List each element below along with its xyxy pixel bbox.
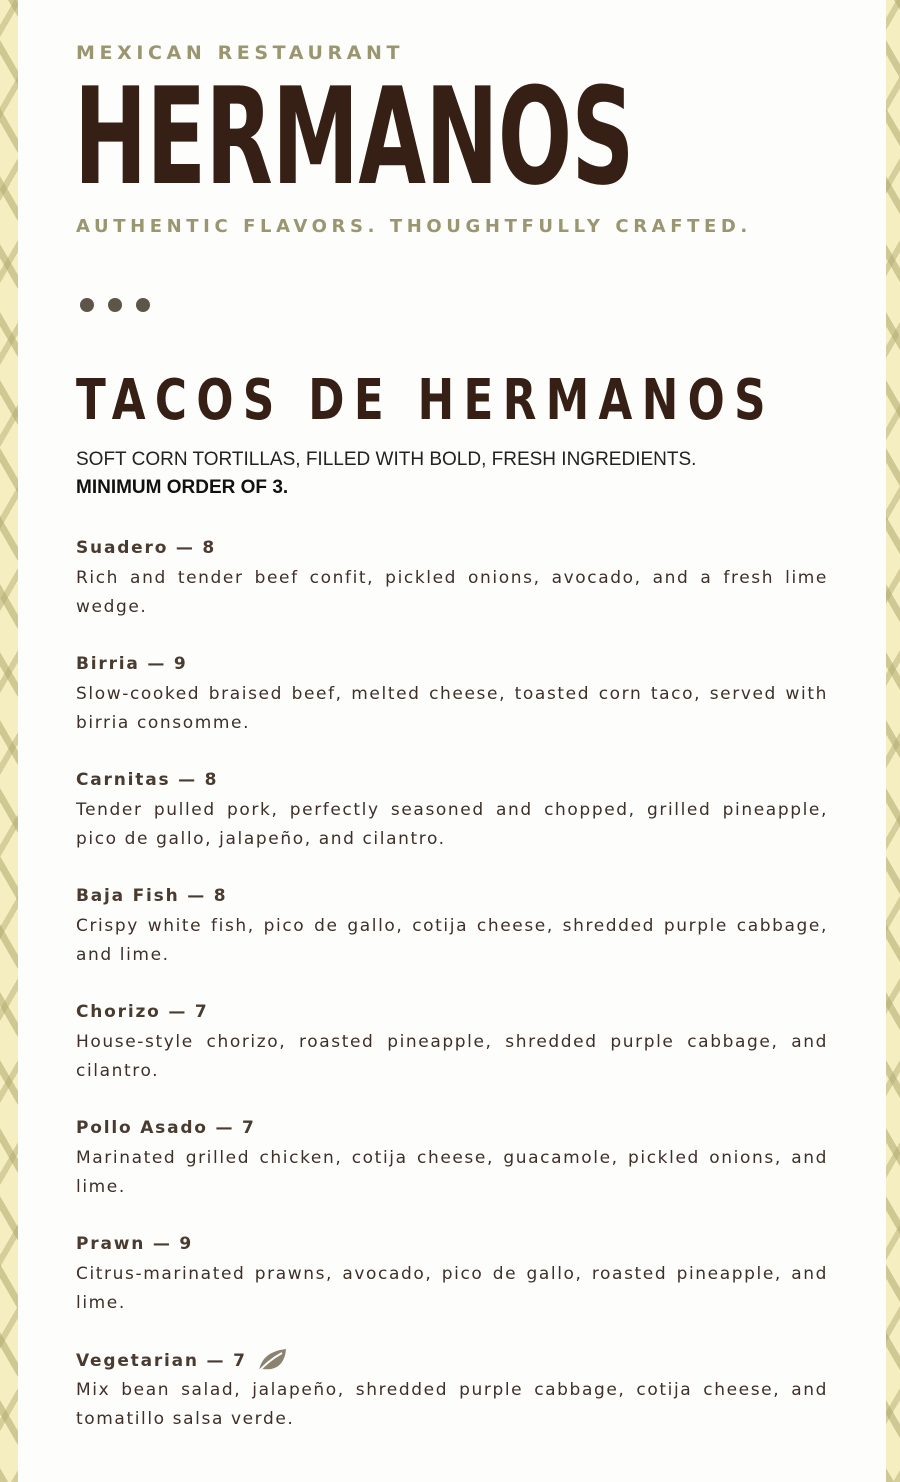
menu-item-name: Birria — 9 <box>76 654 188 674</box>
dots-divider <box>80 298 150 312</box>
restaurant-tagline: AUTHENTIC FLAVORS. THOUGHTFULLY CRAFTED. <box>76 216 752 237</box>
menu-item <box>76 651 828 767</box>
menu-item <box>76 535 828 651</box>
divider-dot <box>136 298 150 312</box>
menu-item-description: Rich and tender beef confit, pickled onions, avocado, and a fresh lime wedge. <box>76 568 828 617</box>
section-subtitle: SOFT CORN TORTILLAS, FILLED WITH BOLD, FRESH INGREDIENTS. <box>76 449 697 470</box>
menu-item-description: Marinated grilled chicken, cotija cheese, guacamole, pickled onions, and lime. <box>76 1148 828 1197</box>
restaurant-title: HERMANOS <box>74 59 634 215</box>
menu-item-description: Mix bean salad, jalapeño, shredded purple cabbage, cotija cheese, and tomatillo salsa verde. <box>76 1380 828 1429</box>
menu-item-name: Chorizo — 7 <box>76 1002 209 1022</box>
section-title: TACOS DE HERMANOS <box>76 368 775 433</box>
menu-item <box>76 1231 828 1347</box>
menu-item-name: Carnitas — 8 <box>76 770 219 790</box>
decorative-border-left <box>0 0 18 1482</box>
menu-item-description: House-style chorizo, roasted pineapple, shredded purple cabbage, and cilantro. <box>76 1032 828 1081</box>
menu-item <box>76 999 828 1115</box>
section-note: MINIMUM ORDER OF 3. <box>76 477 289 498</box>
menu-item-description: Crispy white fish, pico de gallo, cotija cheese, shredded purple cabbage, and lime. <box>76 916 828 965</box>
divider-dot <box>80 298 94 312</box>
divider-dot <box>108 298 122 312</box>
menu-item-description: Tender pulled pork, perfectly seasoned and chopped, grilled pineapple, pico de gallo, jalapeño, and cilantro. <box>76 800 828 849</box>
menu-item-name: Baja Fish — 8 <box>76 886 228 906</box>
menu-items <box>76 535 828 1463</box>
menu-item <box>76 883 828 999</box>
menu-item-name-row <box>76 1347 828 1376</box>
menu-item <box>76 1347 828 1463</box>
menu-item <box>76 767 828 883</box>
decorative-border-right <box>886 0 900 1482</box>
menu-item-name: Vegetarian — 7 <box>76 1351 247 1371</box>
menu-item-name: Prawn — 9 <box>76 1234 193 1254</box>
restaurant-kicker: MEXICAN RESTAURANT <box>76 42 405 64</box>
menu-item-description: Slow-cooked braised beef, melted cheese, toasted corn taco, served with birria consomme. <box>76 684 828 733</box>
menu-item-name: Pollo Asado — 7 <box>76 1118 256 1138</box>
menu-item-name: Suadero — 8 <box>76 538 217 558</box>
menu-item-description: Citrus-marinated prawns, avocado, pico de gallo, roasted pineapple, and lime. <box>76 1264 828 1313</box>
menu-item <box>76 1115 828 1231</box>
